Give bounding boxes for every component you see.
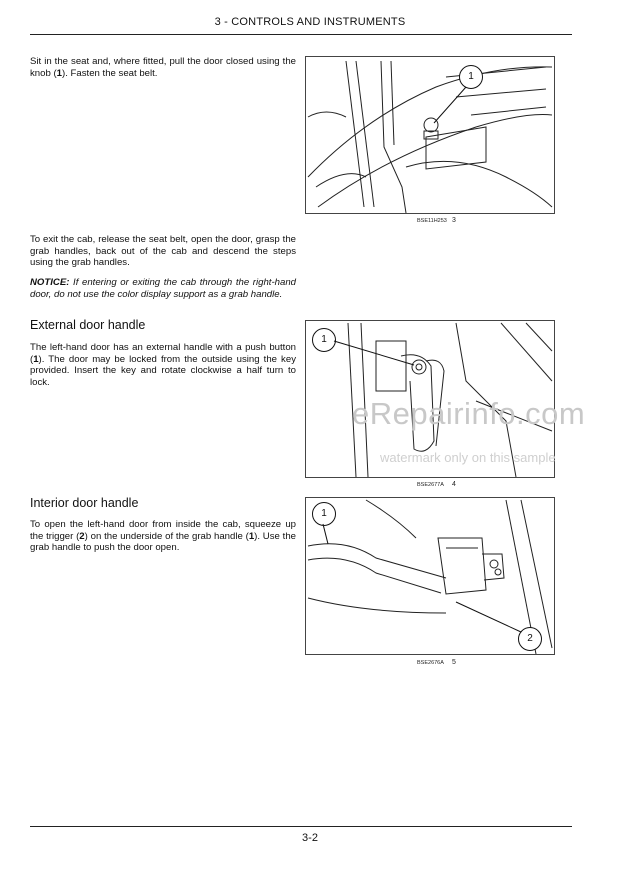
callout-2: 2 <box>518 627 542 651</box>
page-header: 3 - CONTROLS AND INSTRUMENTS <box>214 16 406 28</box>
paragraph-external-handle: The left-hand door has an external handle with a push button (1). The door may be locked from the outside using the key provided. Insert the key and rotate clockwise a half turn to lock. <box>30 342 296 388</box>
paragraph-interior-handle: To open the left-hand door from inside the cab, squeeze up the trigger (2) on the underside of the grab handle (1). Use the grab handle to push the door open. <box>30 519 296 554</box>
notice-paragraph: NOTICE: If entering or exiting the cab through the right-hand door, do not use the color display support as a grab handle. <box>30 277 296 300</box>
header-rule <box>30 34 572 35</box>
figure-code: BSE2676A <box>417 660 444 666</box>
figure-number: 4 <box>452 481 456 488</box>
page-number: 3-2 <box>302 832 318 844</box>
heading-external-door-handle: External door handle <box>30 318 146 332</box>
watermark-site: eRepairinfo.com <box>352 396 586 431</box>
callout-1: 1 <box>312 328 336 352</box>
figure-cab-door-knob <box>305 56 555 214</box>
figure-code: BSE2677A <box>417 482 444 488</box>
footer-rule <box>30 826 572 827</box>
callout-1: 1 <box>312 502 336 526</box>
paragraph-exit-cab: To exit the cab, release the seat belt, open the door, grasp the grab handles, back out of the cab and descend the steps using the grab handles. <box>30 234 296 269</box>
watermark-note: watermark only on this sample <box>380 450 556 465</box>
callout-1: 1 <box>459 65 483 89</box>
figure-interior-door-handle <box>305 497 555 655</box>
paragraph-enter-cab: Sit in the seat and, where fitted, pull the door closed using the knob (1). Fasten the seat belt. <box>30 56 296 79</box>
heading-interior-door-handle: Interior door handle <box>30 496 139 510</box>
figure-number: 3 <box>452 217 456 224</box>
figure-number: 5 <box>452 659 456 666</box>
notice-label: NOTICE: <box>30 277 70 288</box>
figure-code: BSE11H253 <box>417 218 447 224</box>
